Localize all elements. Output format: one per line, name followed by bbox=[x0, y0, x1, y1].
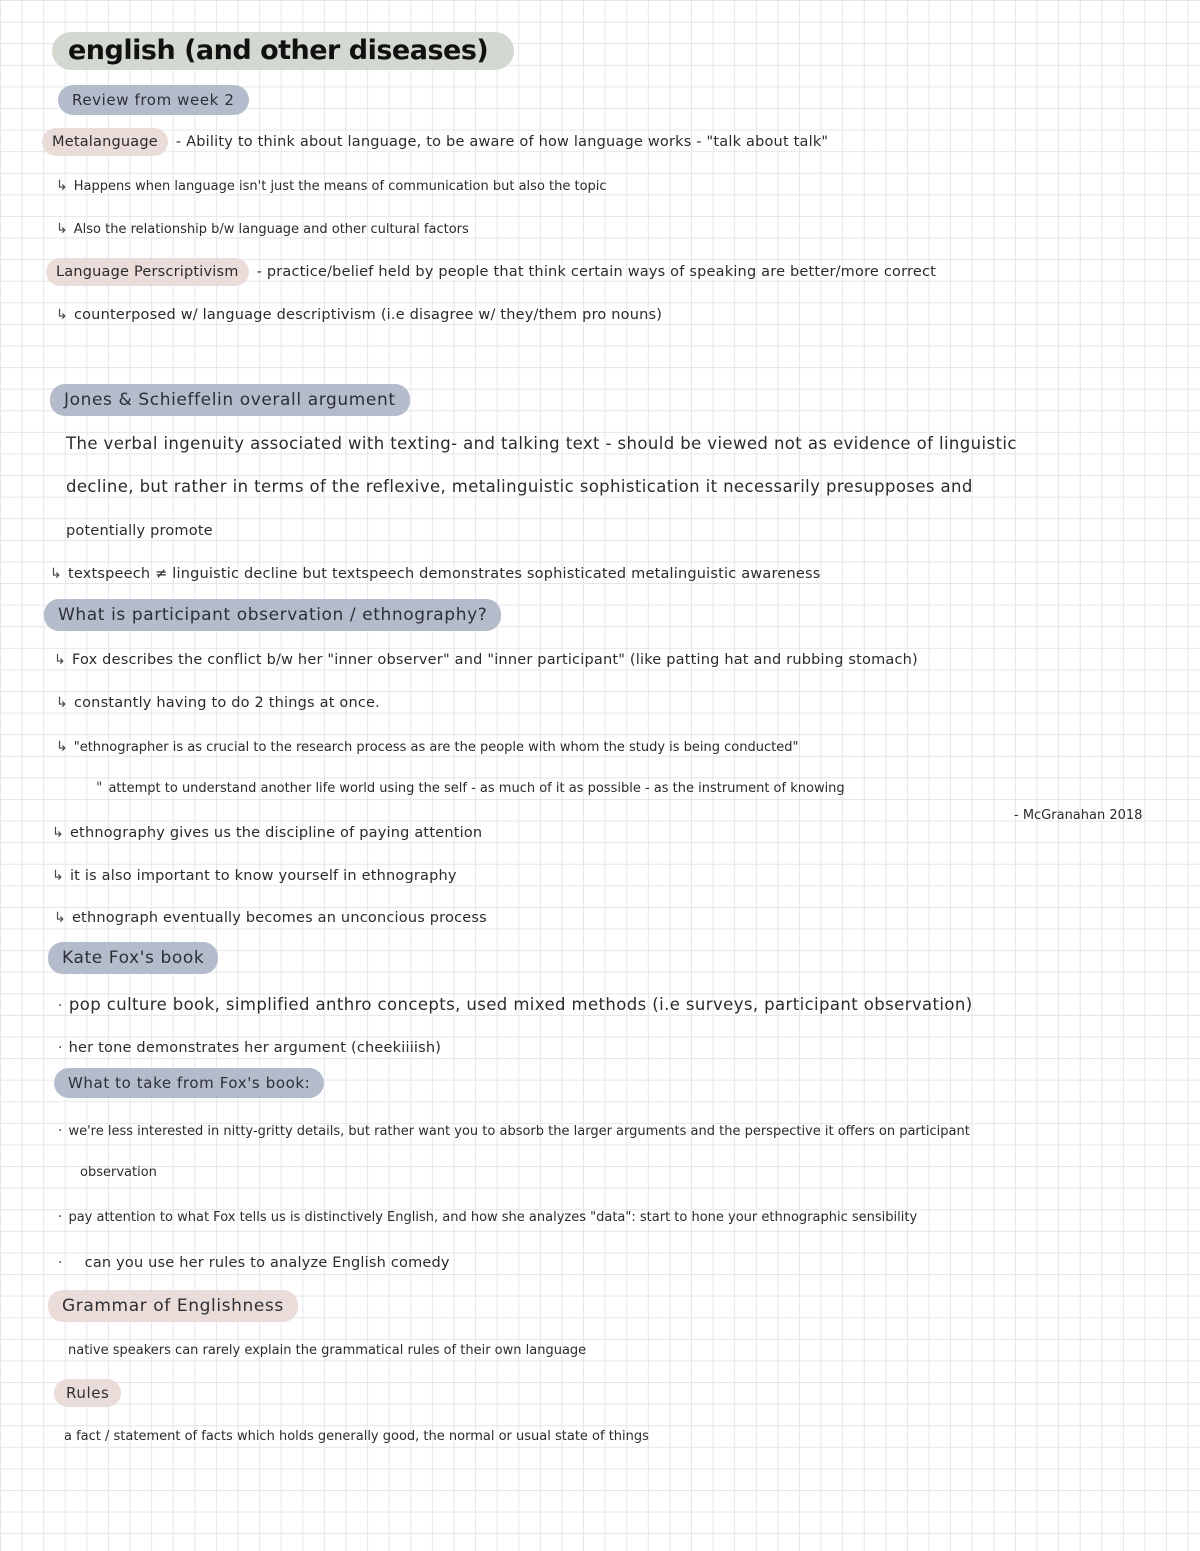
ethno-bullet-3 bbox=[56, 737, 798, 758]
arrow-icon: ↳ bbox=[52, 868, 64, 884]
arrow-icon: ↳ bbox=[56, 221, 68, 237]
jones-sub bbox=[50, 564, 820, 584]
jones-paragraph-line-2: decline, but rather in terms of the reflexive, metalinguistic sophistication it necessarily presupposes and bbox=[66, 477, 973, 496]
ethno-bullet-5 bbox=[52, 823, 482, 843]
ethno-bullet-2-text: constantly having to do 2 things at once. bbox=[73, 695, 380, 711]
bullet-icon: · bbox=[58, 1123, 63, 1139]
takeaway-bullet-1 bbox=[58, 1121, 970, 1142]
takeaway-heading: What to take from Fox's book: bbox=[54, 1068, 324, 1098]
jones-sub-text: textspeech ≠ linguistic decline but textspeech demonstrates sophisticated metalinguistic awareness bbox=[67, 566, 821, 582]
takeaway-bullet-3 bbox=[58, 1253, 450, 1273]
arrow-icon: ↳ bbox=[50, 566, 62, 582]
quote-mark: " bbox=[96, 780, 103, 796]
review-sub-2 bbox=[56, 219, 469, 240]
takeaway-bullet-2-text: pay attention to what Fox tells us is distinctively English, and how she analyzes "data": start to hone your ethnographic sensibility bbox=[68, 1210, 918, 1225]
prescriptivism-term: Language Perscriptivism bbox=[46, 258, 249, 286]
bullet-icon: · bbox=[58, 1040, 63, 1056]
metalanguage-term: Metalanguage bbox=[42, 128, 168, 156]
ethno-bullet-7 bbox=[54, 908, 487, 928]
prescriptivism-definition: - practice/belief held by people that think certain ways of speaking are better/more correct bbox=[256, 264, 937, 280]
grammar-text: native speakers can rarely explain the grammatical rules of their own language bbox=[68, 1343, 587, 1358]
review-heading: Review from week 2 bbox=[58, 85, 249, 115]
arrow-icon: ↳ bbox=[54, 910, 66, 926]
bullet-icon: · bbox=[58, 1255, 63, 1271]
arrow-icon: ↳ bbox=[52, 825, 64, 841]
fox-bullet-2 bbox=[58, 1038, 441, 1058]
arrow-icon: ↳ bbox=[54, 652, 66, 668]
ethno-bullet-6-text: it is also important to know yourself in ethnography bbox=[69, 868, 457, 884]
rules-text: a fact / statement of facts which holds generally good, the normal or usual state of things bbox=[64, 1429, 649, 1444]
review-sub-2-text: Also the relationship b/w language and other cultural factors bbox=[73, 222, 469, 237]
metalanguage-definition: - Ability to think about language, to be aware of how language works - "talk about talk" bbox=[175, 134, 829, 150]
fox-bullet-1 bbox=[58, 995, 973, 1016]
ethno-bullet-1 bbox=[54, 650, 918, 670]
page-title: english (and other diseases) bbox=[52, 32, 514, 70]
ethno-attribution: - McGranahan 2018 bbox=[1014, 808, 1143, 823]
review-sub-1 bbox=[56, 176, 607, 197]
takeaway-bullet-1-text: we're less interested in nitty-gritty details, but rather want you to absorb the larger arguments and the perspective it offers on participant bbox=[68, 1124, 970, 1139]
review-sub-3-text: counterposed w/ language descriptivism (i.e disagree w/ they/them pro nouns) bbox=[73, 307, 663, 323]
arrow-icon: ↳ bbox=[56, 695, 68, 711]
jones-heading: Jones & Schieffelin overall argument bbox=[50, 384, 410, 416]
jones-paragraph-line-1: The verbal ingenuity associated with texting- and talking text - should be viewed not as evidence of linguistic bbox=[66, 434, 1017, 453]
ethno-quote bbox=[96, 778, 845, 799]
fox-bullet-2-text: her tone demonstrates her argument (cheekiiiish) bbox=[68, 1040, 442, 1056]
fox-bullet-1-text: pop culture book, simplified anthro concepts, used mixed methods (i.e surveys, participant observation) bbox=[68, 995, 973, 1014]
ethno-bullet-3-text: "ethnographer is as crucial to the research process as are the people with whom the study is being conducted" bbox=[73, 740, 799, 755]
prescriptivism-line bbox=[46, 258, 936, 286]
bullet-icon: · bbox=[58, 998, 63, 1014]
ethno-bullet-7-text: ethnograph eventually becomes an unconcious process bbox=[71, 910, 487, 926]
rules-heading: Rules bbox=[54, 1379, 121, 1407]
takeaway-bullet-3-text: can you use her rules to analyze English comedy bbox=[84, 1255, 450, 1271]
fox-book-heading: Kate Fox's book bbox=[48, 942, 218, 974]
takeaway-bullet-2 bbox=[58, 1207, 917, 1228]
ethnography-heading: What is participant observation / ethnography? bbox=[44, 599, 501, 631]
review-sub-1-text: Happens when language isn't just the means of communication but also the topic bbox=[73, 179, 607, 194]
ethno-quote-text: attempt to understand another life world using the self - as much of it as possible - as the instrument of knowing bbox=[108, 781, 845, 796]
metalanguage-line bbox=[42, 128, 828, 156]
ethno-bullet-6 bbox=[52, 866, 457, 886]
arrow-icon: ↳ bbox=[56, 739, 68, 755]
ethno-bullet-2 bbox=[56, 693, 380, 713]
ethno-bullet-5-text: ethnography gives us the discipline of paying attention bbox=[69, 825, 483, 841]
grammar-heading: Grammar of Englishness bbox=[48, 1290, 298, 1322]
takeaway-bullet-1-cont: observation bbox=[80, 1165, 157, 1180]
arrow-icon: ↳ bbox=[56, 178, 68, 194]
review-sub-3 bbox=[56, 305, 662, 325]
arrow-icon: ↳ bbox=[56, 307, 68, 323]
ethno-bullet-1-text: Fox describes the conflict b/w her "inner observer" and "inner participant" (like patting hat and rubbing stomach) bbox=[71, 652, 918, 668]
jones-paragraph-line-3: potentially promote bbox=[66, 523, 213, 539]
bullet-icon: · bbox=[58, 1209, 63, 1225]
